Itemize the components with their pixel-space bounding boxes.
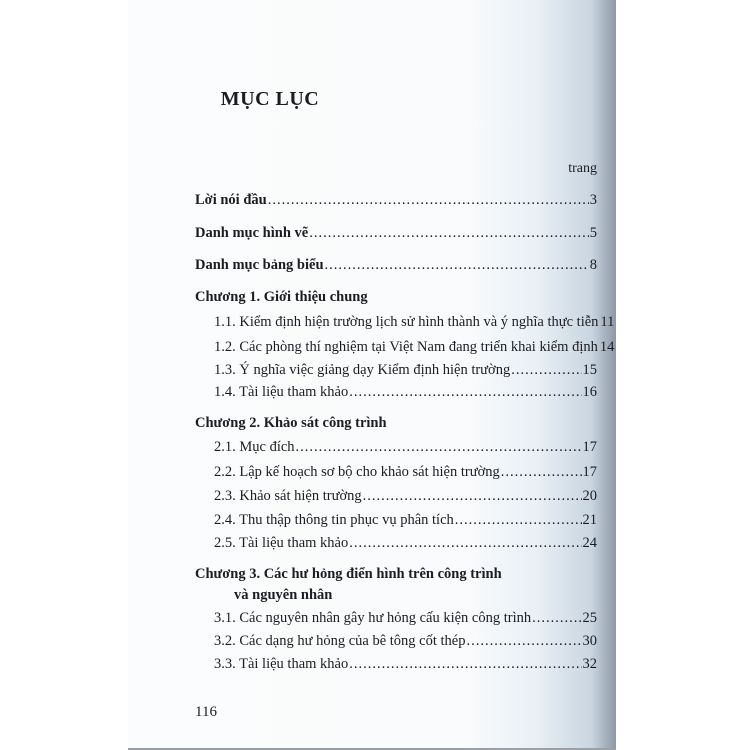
chapter-heading: Chương 1. Giới thiệu chung	[195, 289, 368, 305]
toc-page: 32	[582, 656, 597, 672]
toc-label: 1.4. Tài liệu tham khảo	[214, 384, 349, 400]
toc-label: 2.5. Tài liệu tham khảo	[214, 535, 349, 551]
toc-page: 17	[582, 464, 597, 480]
toc-entry	[214, 439, 597, 456]
toc-entry	[214, 362, 597, 379]
toc-page: 24	[582, 535, 597, 551]
toc-label: 1.2. Các phòng thí nghiệm tại Việt Nam đang triển khai kiểm định	[214, 339, 598, 355]
toc-page: 3	[589, 192, 597, 208]
chapter-heading-continued: và nguyên nhân	[234, 587, 333, 603]
page-column-label: trang	[568, 161, 597, 176]
toc-entry	[195, 192, 597, 209]
toc-entry	[195, 257, 597, 274]
toc-page: 21	[582, 512, 597, 528]
toc-label: 2.3. Khảo sát hiện trường	[214, 488, 362, 504]
toc-page: 14	[599, 339, 615, 355]
toc-entry	[214, 384, 597, 401]
toc-label: Danh mục bảng biểu	[195, 257, 324, 273]
chapter-heading: Chương 3. Các hư hỏng điển hình trên công trình	[195, 566, 502, 582]
toc-label: 1.1. Kiểm định hiện trường lịch sử hình thành và ý nghĩa thực tiễn	[214, 314, 599, 330]
toc-entry	[214, 339, 615, 356]
chapter-heading: Chương 2. Khảo sát công trình	[195, 415, 387, 431]
page-title: MỤC LỤC	[220, 88, 320, 110]
toc-label: 1.3. Ý nghĩa việc giảng dạy Kiểm định hiện trường	[214, 362, 511, 378]
toc-label: 3.2. Các dạng hư hỏng của bê tông cốt thép	[214, 633, 466, 649]
toc-entry	[195, 225, 597, 242]
toc-label: 3.1. Các nguyên nhân gây hư hỏng cấu kiện công trình	[214, 610, 532, 626]
toc-entry	[214, 512, 597, 529]
toc-label: 2.1. Mục đích	[214, 439, 295, 455]
toc-page: 25	[582, 610, 597, 626]
toc-page: 15	[582, 362, 597, 378]
page-number: 116	[195, 704, 217, 720]
toc-page: 30	[582, 633, 597, 649]
toc-entry	[214, 610, 597, 627]
toc-entry	[214, 656, 597, 673]
toc-entry	[214, 633, 597, 650]
toc-page: 16	[582, 384, 597, 400]
toc-label: 3.3. Tài liệu tham khảo	[214, 656, 349, 672]
toc-label: 2.4. Thu thập thông tin phục vụ phân tích	[214, 512, 454, 528]
toc-label: Danh mục hình vẽ	[195, 225, 309, 241]
toc-page: 8	[589, 257, 597, 273]
toc-page: 17	[582, 439, 597, 455]
toc-page: 20	[582, 488, 597, 504]
toc-entry	[214, 314, 615, 331]
toc-entry	[214, 535, 597, 552]
toc-entry	[214, 464, 597, 481]
toc-page: 5	[589, 225, 597, 241]
toc-label: Lời nói đầu	[195, 192, 267, 208]
toc-page: 11	[600, 314, 615, 330]
toc-entry	[214, 488, 597, 505]
toc-label: 2.2. Lập kế hoạch sơ bộ cho khảo sát hiện trường	[214, 464, 500, 480]
